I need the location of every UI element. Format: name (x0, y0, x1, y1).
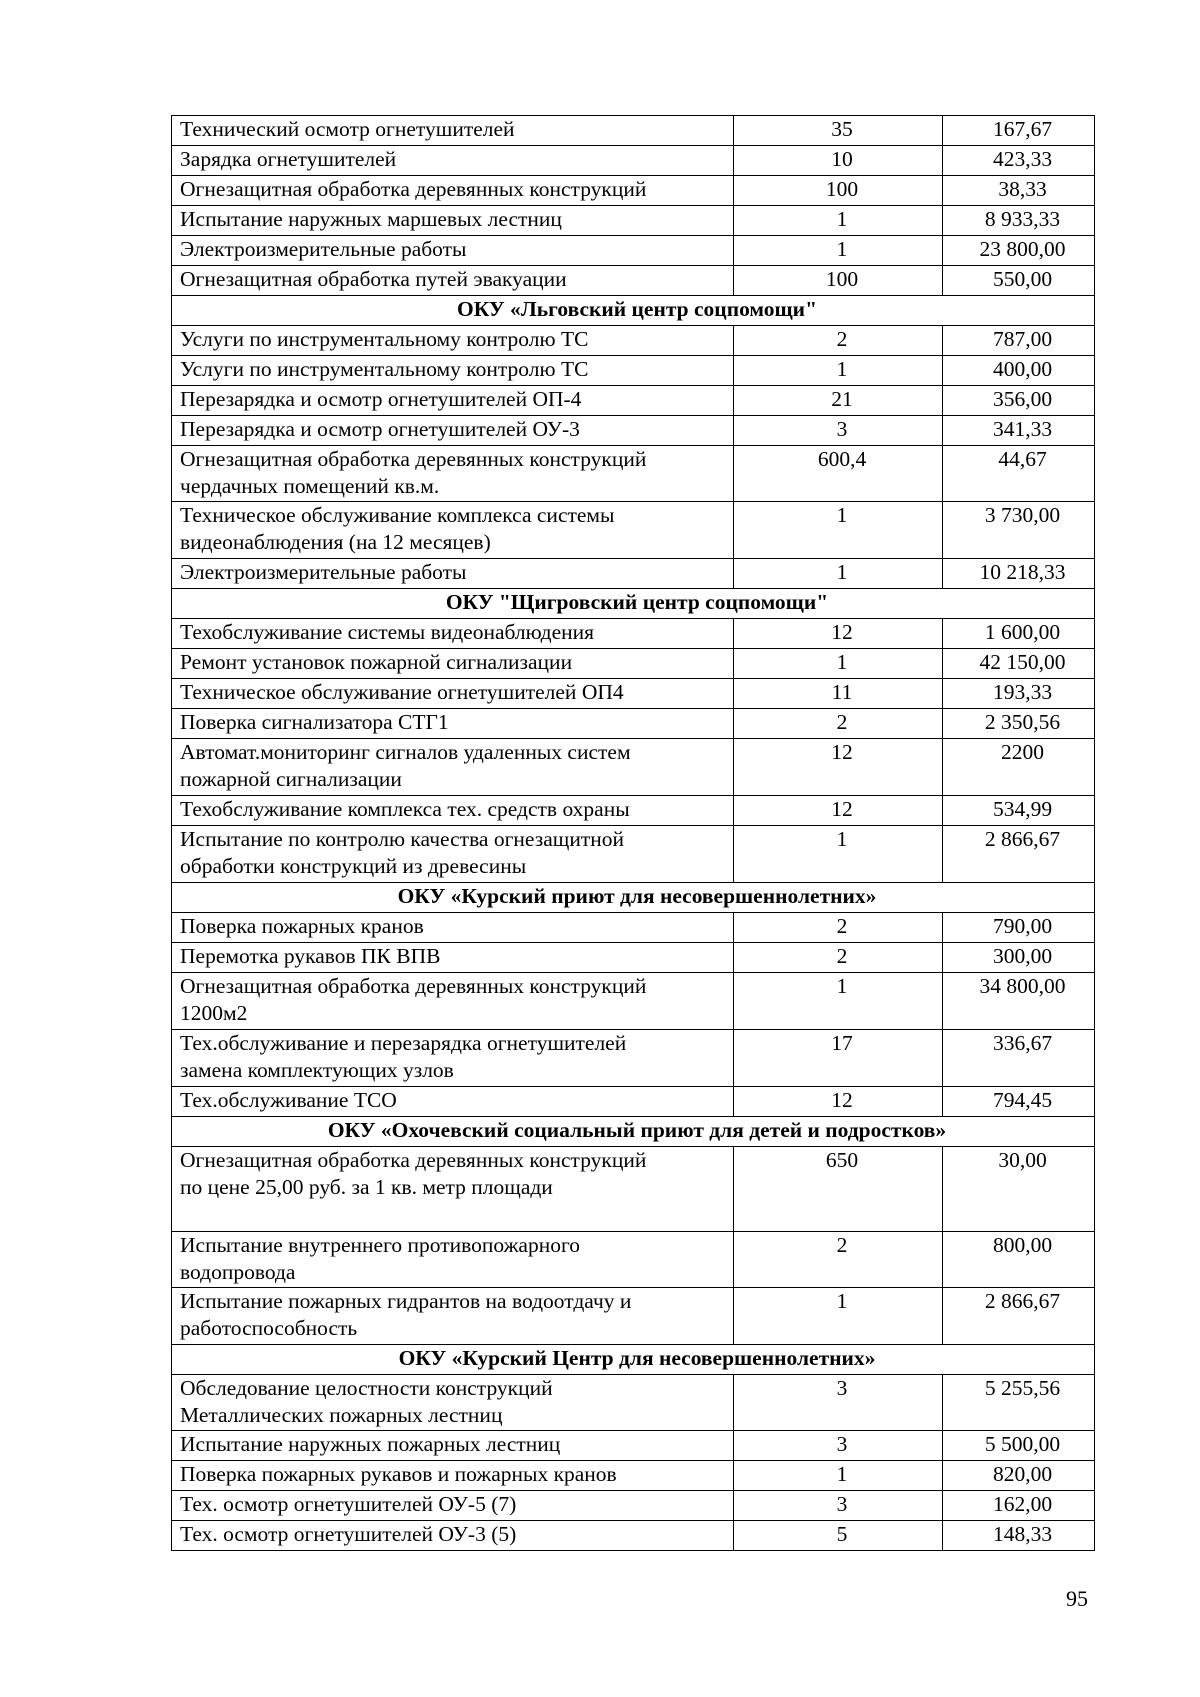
quantity-cell: 12 (734, 796, 943, 826)
service-name-line: Техобслуживание системы видеонаблюдения (180, 620, 595, 644)
price-cell: 356,00 (943, 386, 1095, 416)
price-cell: 193,33 (943, 679, 1095, 709)
price-cell: 34 800,00 (943, 973, 1095, 1030)
quantity-cell: 12 (734, 1087, 943, 1117)
section-title: ОКУ «Курский приют для несовершеннолетних» (172, 883, 1095, 913)
quantity-cell: 1 (734, 1288, 943, 1345)
table-row (172, 649, 1095, 679)
price-cell: 800,00 (943, 1232, 1095, 1288)
price-cell: 2 350,56 (943, 709, 1095, 739)
quantity-cell: 650 (734, 1147, 943, 1232)
quantity-cell: 17 (734, 1030, 943, 1087)
table-row (172, 679, 1095, 709)
service-name-line: Автомат.мониторинг сигналов удаленных систем (180, 740, 631, 764)
service-name-cell (172, 826, 734, 883)
service-name-line: Испытание наружных маршевых лестниц (180, 207, 562, 231)
service-name-line: чердачных помещений кв.м. (180, 474, 440, 498)
service-name-line: Поверка пожарных рукавов и пожарных кранов (180, 1462, 617, 1486)
quantity-cell: 100 (734, 266, 943, 296)
service-name-cell (172, 1491, 734, 1521)
price-cell: 167,67 (943, 116, 1095, 146)
table-row (172, 416, 1095, 446)
quantity-cell: 600,4 (734, 446, 943, 502)
service-name-line: Тех.обслуживание и перезарядка огнетушителей (180, 1031, 627, 1055)
table-row (172, 739, 1095, 796)
service-name-line: Огнезащитная обработка деревянных конструкций (180, 974, 647, 998)
service-name-cell (172, 973, 734, 1030)
service-name-cell (172, 1521, 734, 1551)
price-cell: 341,33 (943, 416, 1095, 446)
service-name-cell (172, 1288, 734, 1345)
service-name-cell (172, 559, 734, 589)
service-name-line: Перемотка рукавов ПК ВПВ (180, 944, 441, 968)
price-cell: 794,45 (943, 1087, 1095, 1117)
quantity-cell: 1 (734, 206, 943, 236)
service-name-line: Услуги по инструментальному контролю ТС (180, 357, 589, 381)
table-row (172, 796, 1095, 826)
service-name-line: Тех.обслуживание ТСО (180, 1088, 397, 1112)
service-name-cell (172, 1375, 734, 1431)
price-cell: 3 730,00 (943, 502, 1095, 559)
service-name-cell (172, 1030, 734, 1087)
service-name-line: Поверка сигнализатора СТГ1 (180, 710, 449, 734)
service-name-cell (172, 649, 734, 679)
service-name-cell (172, 1461, 734, 1491)
service-name-cell (172, 326, 734, 356)
service-name-cell (172, 1232, 734, 1288)
section-title: ОКУ «Льговский центр соцпомощи" (172, 296, 1095, 326)
service-name-line: Испытание пожарных гидрантов на водоотдачу и (180, 1289, 632, 1313)
price-cell: 790,00 (943, 913, 1095, 943)
service-name-line: Испытание внутреннего противопожарного (180, 1233, 581, 1257)
service-name-line: Технический осмотр огнетушителей (180, 117, 515, 141)
table-row (172, 1087, 1095, 1117)
table-row (172, 502, 1095, 559)
quantity-cell: 2 (734, 913, 943, 943)
service-name-cell (172, 206, 734, 236)
quantity-cell: 1 (734, 1461, 943, 1491)
quantity-cell: 11 (734, 679, 943, 709)
price-cell: 423,33 (943, 146, 1095, 176)
table-row (172, 973, 1095, 1030)
quantity-cell: 3 (734, 1375, 943, 1431)
quantity-cell: 1 (734, 236, 943, 266)
service-name-line: 1200м2 (180, 1001, 248, 1025)
quantity-cell: 1 (734, 826, 943, 883)
service-name-line: Огнезащитная обработка деревянных конструкций (180, 177, 647, 201)
quantity-cell: 3 (734, 416, 943, 446)
price-cell: 10 218,33 (943, 559, 1095, 589)
table-row (172, 1491, 1095, 1521)
quantity-cell: 2 (734, 326, 943, 356)
quantity-cell: 35 (734, 116, 943, 146)
table-row (172, 146, 1095, 176)
table-row (172, 1232, 1095, 1288)
price-cell: 2200 (943, 739, 1095, 796)
service-name-line: Техническое обслуживание огнетушителей ОП4 (180, 680, 624, 704)
service-name-cell (172, 679, 734, 709)
quantity-cell: 1 (734, 356, 943, 386)
service-name-line: Огнезащитная обработка деревянных конструкций (180, 447, 647, 471)
section-title: ОКУ «Курский Центр для несовершеннолетних» (172, 1345, 1095, 1375)
section-title: ОКУ "Щигровский центр соцпомощи" (172, 589, 1095, 619)
quantity-cell: 100 (734, 176, 943, 206)
service-name-cell (172, 943, 734, 973)
service-name-cell (172, 266, 734, 296)
table-row (172, 116, 1095, 146)
table-row (172, 236, 1095, 266)
service-name-line: Техническое обслуживание комплекса системы (180, 503, 615, 527)
quantity-cell: 1 (734, 559, 943, 589)
price-cell: 8 933,33 (943, 206, 1095, 236)
service-name-cell (172, 796, 734, 826)
service-name-cell (172, 1431, 734, 1461)
service-name-cell (172, 386, 734, 416)
table-row (172, 1375, 1095, 1431)
table-row (172, 1521, 1095, 1551)
service-name-line: водопровода (180, 1260, 296, 1284)
service-name-line: видеонаблюдения (на 12 месяцев) (180, 530, 491, 554)
service-name-line: Услуги по инструментальному контролю ТС (180, 327, 589, 351)
service-name-line: Металлических пожарных лестниц (180, 1403, 503, 1427)
service-name-line: Ремонт установок пожарной сигнализации (180, 650, 573, 674)
price-cell: 534,99 (943, 796, 1095, 826)
table-row (172, 326, 1095, 356)
table-row (172, 619, 1095, 649)
table-row (172, 1288, 1095, 1345)
quantity-cell: 5 (734, 1521, 943, 1551)
service-name-line: Электроизмерительные работы (180, 560, 467, 584)
service-name-cell (172, 502, 734, 559)
table-row (172, 709, 1095, 739)
price-cell: 1 600,00 (943, 619, 1095, 649)
table-row (172, 1030, 1095, 1087)
price-cell: 336,67 (943, 1030, 1095, 1087)
quantity-cell: 2 (734, 1232, 943, 1288)
service-name-line: Испытание по контролю качества огнезащитной (180, 827, 624, 851)
service-name-cell (172, 619, 734, 649)
table-row (172, 386, 1095, 416)
service-name-line: Электроизмерительные работы (180, 237, 467, 261)
page-number: 95 (1066, 1586, 1088, 1611)
price-cell: 42 150,00 (943, 649, 1095, 679)
price-cell: 400,00 (943, 356, 1095, 386)
price-cell: 38,33 (943, 176, 1095, 206)
table-row (172, 1147, 1095, 1232)
quantity-cell: 2 (734, 709, 943, 739)
section-header-row (172, 883, 1095, 913)
service-name-line: обработки конструкций из древесины (180, 854, 527, 878)
quantity-cell: 2 (734, 943, 943, 973)
service-name-line: работоспособность (180, 1316, 358, 1340)
table-row (172, 943, 1095, 973)
service-name-line: Перезарядка и осмотр огнетушителей ОУ-3 (180, 417, 580, 441)
service-name-line: Огнезащитная обработка путей эвакуации (180, 267, 567, 291)
service-name-line: Перезарядка и осмотр огнетушителей ОП-4 (180, 387, 582, 411)
service-name-cell (172, 446, 734, 502)
service-name-line: по цене 25,00 руб. за 1 кв. метр площади (180, 1175, 553, 1199)
price-cell: 5 255,56 (943, 1375, 1095, 1431)
price-cell: 5 500,00 (943, 1431, 1095, 1461)
service-name-cell (172, 1147, 734, 1232)
table-row (172, 206, 1095, 236)
service-name-line: Поверка пожарных кранов (180, 914, 424, 938)
service-name-cell (172, 146, 734, 176)
table-row (172, 356, 1095, 386)
service-name-line: Огнезащитная обработка деревянных конструкций (180, 1148, 647, 1172)
service-name-cell (172, 116, 734, 146)
quantity-cell: 12 (734, 619, 943, 649)
price-cell: 2 866,67 (943, 1288, 1095, 1345)
service-name-cell (172, 709, 734, 739)
price-cell: 550,00 (943, 266, 1095, 296)
quantity-cell: 1 (734, 973, 943, 1030)
quantity-cell: 3 (734, 1431, 943, 1461)
section-header-row (172, 1345, 1095, 1375)
section-header-row (172, 296, 1095, 326)
price-cell: 2 866,67 (943, 826, 1095, 883)
price-cell: 162,00 (943, 1491, 1095, 1521)
service-name-line: пожарной сигнализации (180, 767, 402, 791)
service-name-line: Зарядка огнетушителей (180, 147, 397, 171)
service-name-line: замена комплектующих узлов (180, 1058, 454, 1082)
section-header-row (172, 1117, 1095, 1147)
price-cell: 787,00 (943, 326, 1095, 356)
service-name-cell (172, 236, 734, 266)
service-name-cell (172, 176, 734, 206)
price-cell: 23 800,00 (943, 236, 1095, 266)
service-name-cell (172, 739, 734, 796)
price-cell: 820,00 (943, 1461, 1095, 1491)
services-table (171, 115, 1095, 1551)
table-row (172, 913, 1095, 943)
section-header-row (172, 589, 1095, 619)
service-name-line: Испытание наружных пожарных лестниц (180, 1432, 561, 1456)
quantity-cell: 10 (734, 146, 943, 176)
quantity-cell: 1 (734, 649, 943, 679)
table-row (172, 559, 1095, 589)
quantity-cell: 21 (734, 386, 943, 416)
quantity-cell: 1 (734, 502, 943, 559)
service-name-cell (172, 416, 734, 446)
table-row (172, 1431, 1095, 1461)
service-name-line: Обследование целостности конструкций (180, 1376, 553, 1400)
table-row (172, 176, 1095, 206)
service-name-cell (172, 1087, 734, 1117)
section-title: ОКУ «Охочевский социальный приют для детей и подростков» (172, 1117, 1095, 1147)
service-name-line: Тех. осмотр огнетушителей ОУ-5 (7) (180, 1492, 517, 1516)
table-row (172, 266, 1095, 296)
table-row (172, 1461, 1095, 1491)
document-page (171, 115, 1094, 1551)
service-name-line: Техобслуживание комплекса тех. средств охраны (180, 797, 630, 821)
services-table-body (172, 116, 1095, 1551)
price-cell: 44,67 (943, 446, 1095, 502)
quantity-cell: 3 (734, 1491, 943, 1521)
price-cell: 30,00 (943, 1147, 1095, 1232)
service-name-line: Тех. осмотр огнетушителей ОУ-3 (5) (180, 1522, 517, 1546)
price-cell: 148,33 (943, 1521, 1095, 1551)
quantity-cell: 12 (734, 739, 943, 796)
service-name-cell (172, 356, 734, 386)
service-name-cell (172, 913, 734, 943)
table-row (172, 826, 1095, 883)
price-cell: 300,00 (943, 943, 1095, 973)
table-row (172, 446, 1095, 502)
